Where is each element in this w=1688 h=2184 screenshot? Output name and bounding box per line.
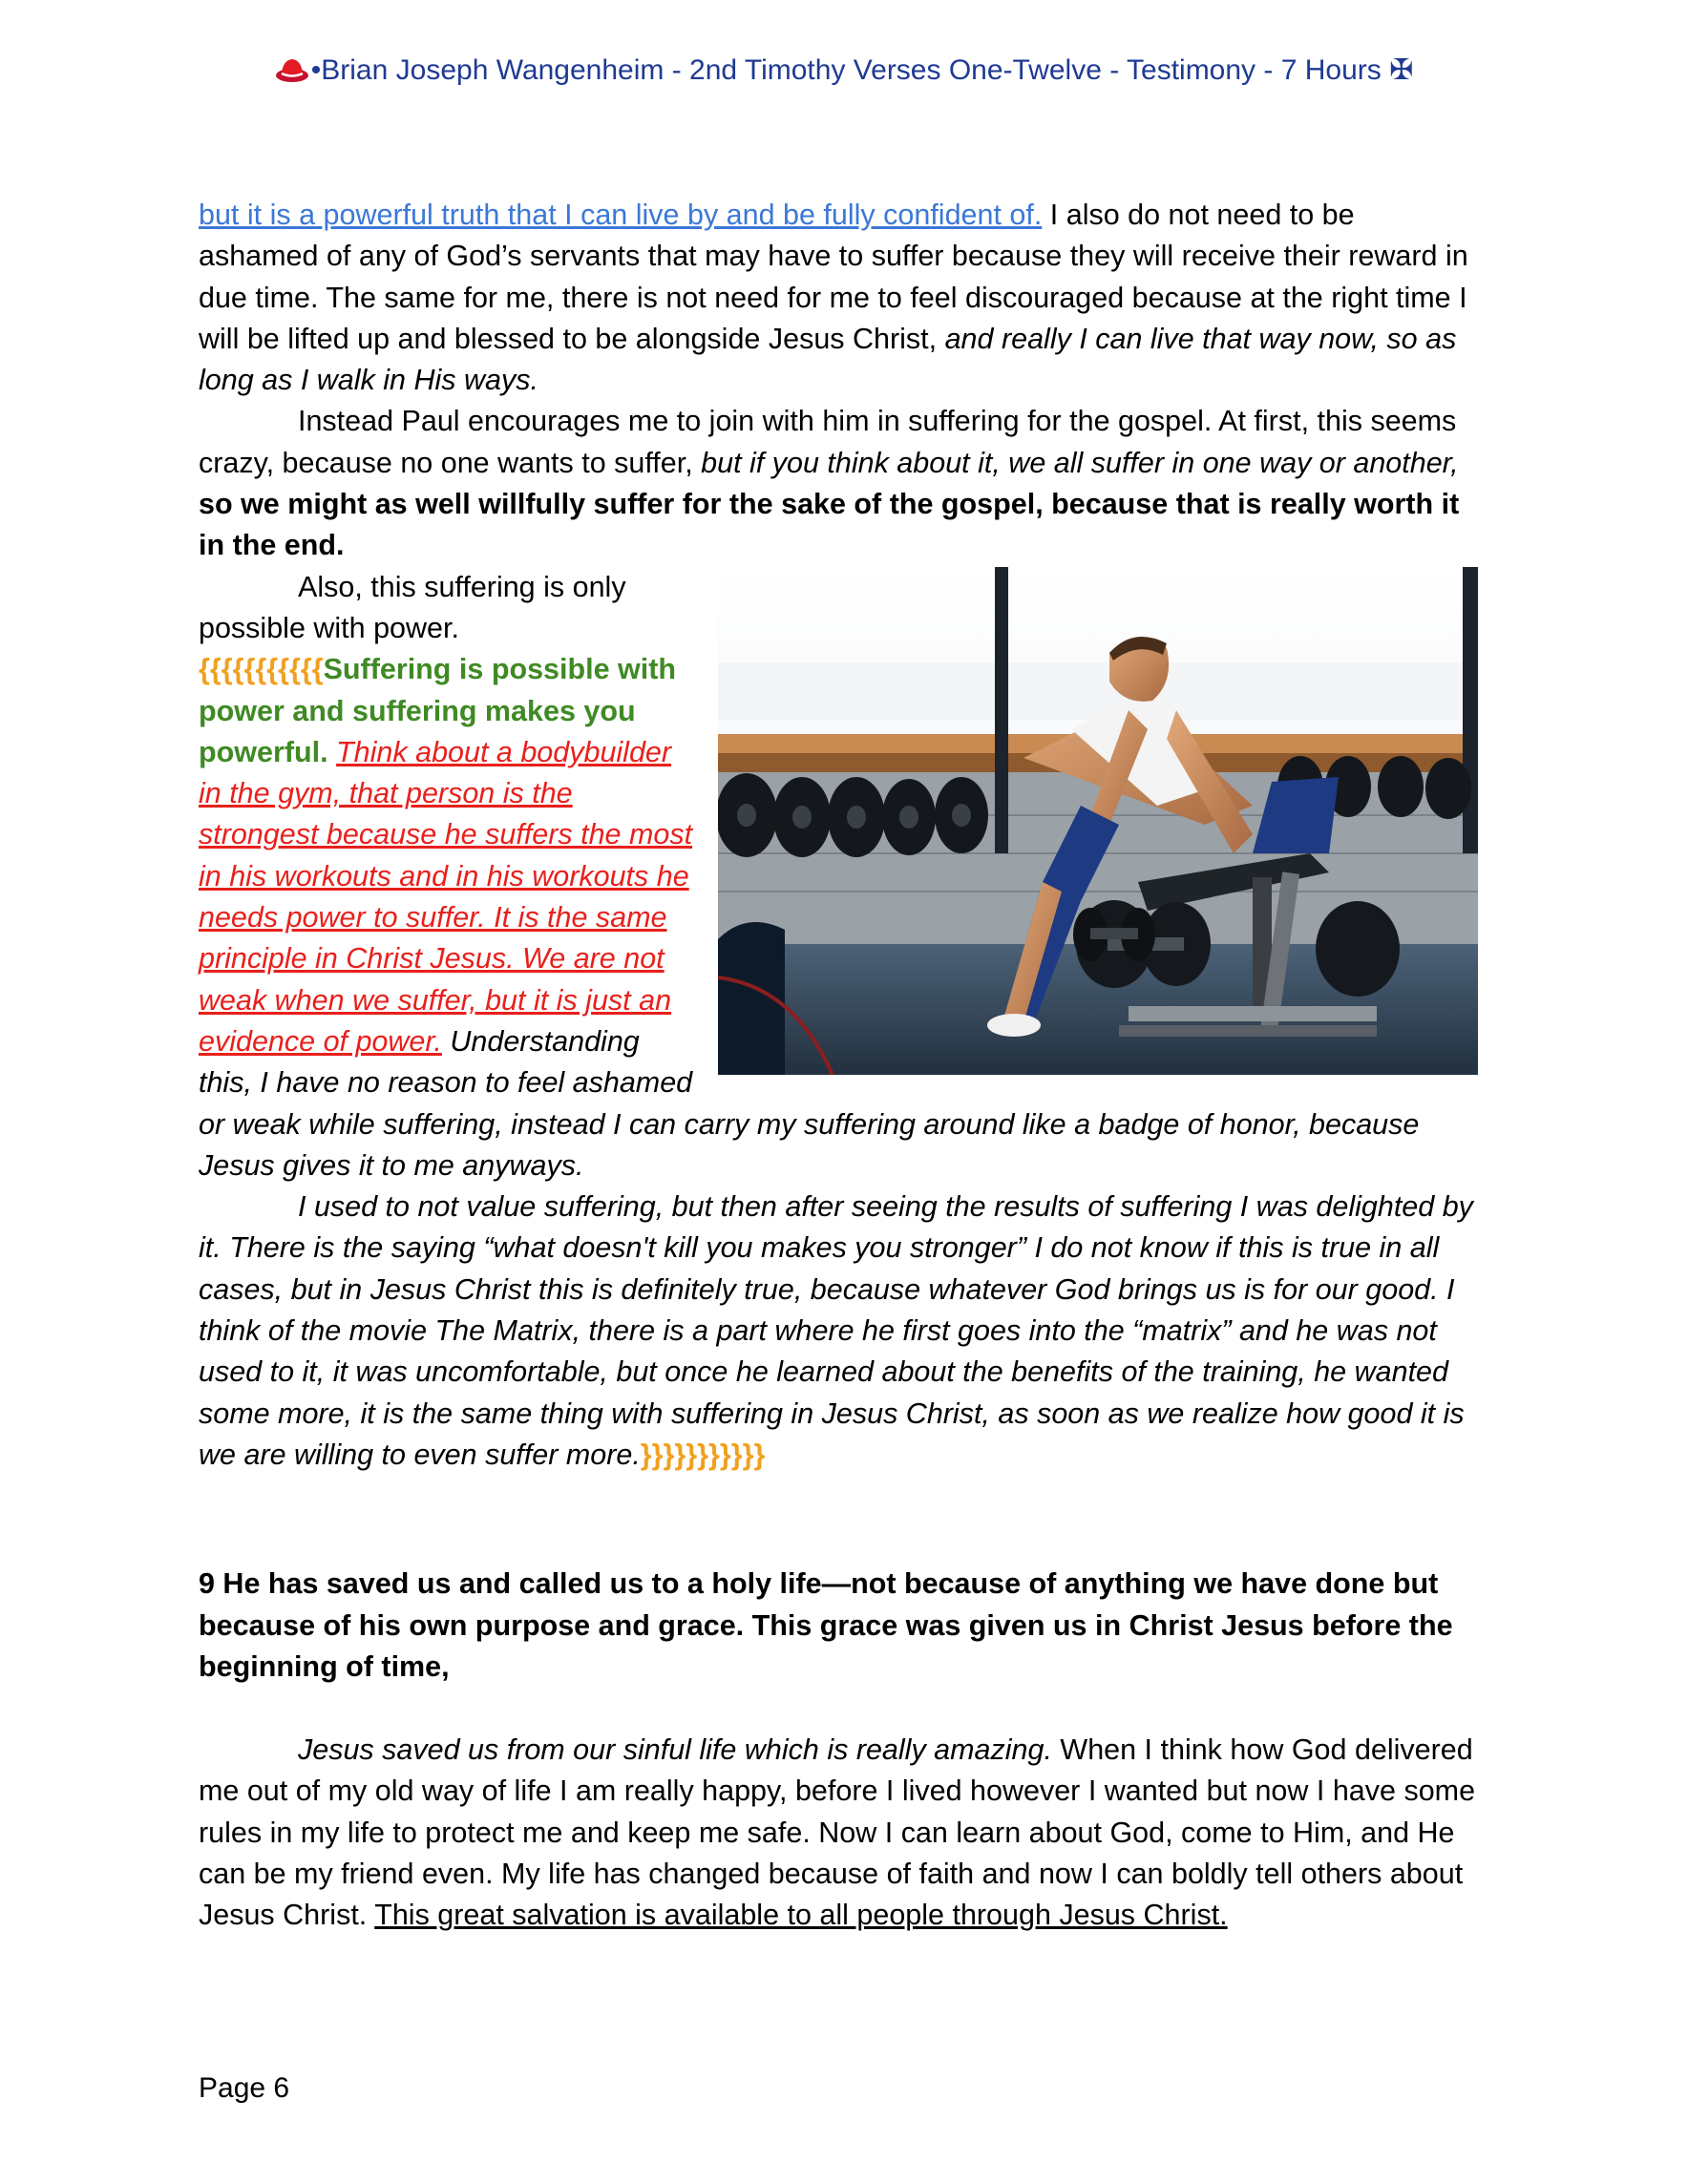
paragraph-4 bbox=[199, 1186, 1478, 1476]
paragraph-1 bbox=[199, 195, 1478, 401]
paragraph-2 bbox=[199, 401, 1478, 566]
page-number: Page 6 bbox=[199, 2072, 290, 2104]
paragraph-5-underline: This great salvation is available to all people through Jesus Christ. bbox=[374, 1899, 1228, 1932]
paragraph-1-italic: and really I can live that way now, so as long as I walk in His ways. bbox=[199, 322, 1457, 397]
open-braces: {{{{{{{{{{{ bbox=[199, 653, 324, 686]
close-braces: }}}}}}}}}}} bbox=[640, 1438, 766, 1471]
bible-verse: 9 He has saved us and called us to a holy life—not because of anything we have done but because of his own purpose and grace. This grace was given us in Christ Jesus before the beginning of time, bbox=[199, 1567, 1453, 1683]
paragraph-5-text: When I think how God delivered me out of my old way of life I am really happy, before I lived however I wanted but now I have some rules in my life to protect me and keep me safe. Now I can learn about God, come to Him, and He can be my friend even. My life has changed because of faith and now I can boldly tell others about Jesus Christ. bbox=[199, 1733, 1476, 1932]
red-hat-icon bbox=[275, 56, 309, 85]
bodybuilder-photo bbox=[718, 567, 1478, 1075]
paragraph-3-italic: Understanding this, I have no reason to feel ashamed or weak while suffering, instead I can carry my suffering around like a badge of honor, because Jesus gives it to me anyways. bbox=[199, 1024, 1420, 1182]
highlighted-link-text[interactable]: but it is a powerful truth that I can live by and be fully confident of. bbox=[199, 199, 1043, 231]
red-highlight-text: Think about a bodybuilder in the gym, that person is the strongest because he suffers the most in his workouts and in his workouts he needs power to suffer. It is the same principle in Christ Jesus. We are not weak when we suffer, but it is just an evidence of power. bbox=[199, 735, 693, 1058]
green-highlight-text: Suffering is possible with power and suffering makes you powerful. bbox=[199, 653, 677, 768]
paragraph-5-italic: Jesus saved us from our sinful life which is really amazing. bbox=[298, 1733, 1052, 1767]
paragraph-2-text: Instead Paul encourages me to join with him in suffering for the gospel. At first, this seems crazy, because no one wants to suffer, bbox=[199, 405, 1457, 479]
paragraph-2-bold: so we might as well willfully suffer for the sake of the gospel, because that is really worth it in the end. bbox=[199, 488, 1460, 562]
paragraph-1-text: I also do not need to be ashamed of any of God’s servants that may have to suffer because they will receive their reward in due time. The same for me, there is not need for me to feel discouraged because at the right time I will be lifted up and blessed to be alongside Jesus Christ, bbox=[199, 199, 1468, 355]
paragraph-3-intro: Also, this suffering is only possible with power. bbox=[199, 570, 626, 644]
paragraph-5 bbox=[199, 1730, 1478, 1936]
header-title: •Brian Joseph Wangenheim - 2nd Timothy Verses One-Twelve - Testimony - 7 Hours ✠ bbox=[310, 54, 1414, 86]
page-header bbox=[0, 53, 1688, 87]
paragraph-4-italic: I used to not value suffering, but then after seeing the results of suffering I was delighted by it. There is the saying “what doesn't kill you makes you stronger” I do not know if this is true in all cases, but in Jesus Christ this is definitely true, because whatever God brings us is for our good. I think of the movie The Matrix, there is a part where he first goes into the “matrix” and he was not used to it, it was uncomfortable, but once he learned about the benefits of the training, he wanted some more, it is the same thing with suffering in Jesus Christ, as soon as we realize how good it is we are willing to even suffer more. bbox=[199, 1190, 1473, 1471]
document-body bbox=[199, 195, 1478, 1937]
paragraph-2-italic: but if you think about it, we all suffer in one way or another, bbox=[701, 446, 1459, 479]
